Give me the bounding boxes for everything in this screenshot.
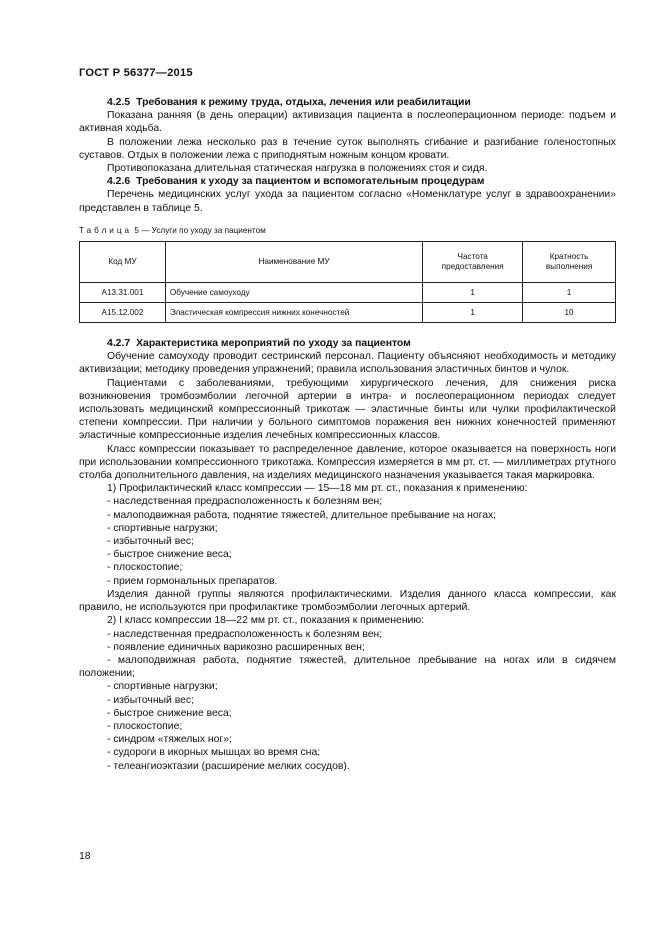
table-row [80,283,616,303]
list-item: - наследственная предрасположенность к болезням вен; [107,496,383,508]
list-item: - синдром «тяжелых ног»; [107,734,232,746]
column-header: Кратность выполнения [523,242,616,283]
list-item: - спортивные нагрузки; [107,681,218,693]
list-item: - наследственная предрасположенность к болезням вен; [107,628,383,640]
column-header: Частота предоставления [423,242,523,283]
document-code: ГОСТ Р 56377—2015 [79,67,193,79]
table-caption-word: Таблица [79,225,133,235]
table-row [80,303,616,323]
list-item: - малоподвижная работа, поднятие тяжестей, длительное пребывание на ногах или в сидячем положении; [79,654,616,680]
table-cell: 1 [423,303,523,323]
column-header: Наименование МУ [165,242,422,283]
page-number: 18 [79,851,91,862]
table-cell: А13.31.001 [80,283,166,303]
paragraph: Изделия данной группы являются профилактическими. Изделия данного класса компрессии, как правило, не используются при профилактике тромбоэмболии легочных артерий. [79,588,616,614]
list-item: - спортивные нагрузки; [107,522,218,534]
section-number: 4.2.7 [107,338,131,350]
list-item: - плоскостопие; [107,562,183,574]
list-item: - появление единичных варикозно расширенных вен; [107,641,365,653]
services-table [79,241,616,323]
table-cell: А15.12.002 [80,303,166,323]
list-item: - малоподвижная работа, поднятие тяжестей, длительное пребывание на ногах; [107,509,497,521]
list-item: - прием гормональных препаратов. [107,575,278,587]
section-title: Характеристика мероприятий по уходу за пациентом [136,338,411,350]
list-item: - телеангиоэктазии (расширение мелких сосудов). [107,760,350,772]
section-title: Требования к уходу за пациентом и вспомогательным процедурам [136,176,485,188]
paragraph: Обучение самоуходу проводит сестринский персонал. Пациенту объясняют необходимость и методику активизации; методику проведения упражнений; правила использования эластичных бинтов и чулок. [79,351,616,376]
paragraph: Пациентами с заболеваниями, требующими хирургического лечения, для снижения риска возникновения тромбоэмболии легочной артерии в интра- и послеоперационном периодах следует использовать медицинский компрессионный трикотаж — эластичные бинты или чулки профилактической степени компрессии. При наличии у больного симптомов поражения вен нижних конечностей применяют эластичные компрессионные изделия лечебных компрессионных классов. [79,377,616,442]
paragraph: В положении лежа несколько раз в течение суток выполнять сгибание и разгибание голеностопных суставов. Отдых в положении лежа с приподнятым ножным концом кровати. [79,136,616,161]
paragraph: Показана ранняя (в день операции) активизация пациента в послеоперационном периоде: подъем и активная ходьба. [79,110,616,135]
list-item: - избыточный вес; [107,694,194,706]
list-item: - плоскостопие; [107,720,183,732]
paragraph: Класс компрессии показывает то распределенное давление, которое оказывается на поверхность ноги при использовании компрессионного трикотажа. Компрессия измеряется в мм рт. ст. — миллиметрах ртутного столба дополнительного давления, на изделиях медицинского назначения указывается такая маркировка. [79,443,616,482]
table-cell: 1 [423,283,523,303]
paragraph: Перечень медицинских услуг ухода за пациентом согласно «Номенклатуре услуг в здравоохранении» представлен в таблице 5. [79,189,616,214]
section-heading-4-2-6 [79,175,616,188]
table-cell: 1 [523,283,616,303]
column-header: Код МУ [80,242,166,283]
table-caption-text: 5 — Услуги по уходу за пациентом [134,225,266,235]
class2-intro: 2) I класс компрессии 18—22 мм рт. ст., показания к применению: [107,615,425,627]
table-caption [79,224,616,237]
table-cell: Обучение самоуходу [165,283,422,303]
section-heading-4-2-5 [79,96,616,109]
table-cell: Эластическая компрессия нижних конечностей [165,303,422,323]
section-number: 4.2.5 [107,97,131,108]
document-body [79,96,616,773]
list-item: - быстрое снижение веса; [107,549,232,561]
paragraph: Противопоказана длительная статическая нагрузка в положениях стоя и сидя. [107,163,488,175]
class1-intro: 1) Профилактический класс компрессии — 15—18 мм рт. ст., показания к применению: [107,483,528,495]
list-item: - судороги в икорных мышцах во время сна; [107,747,321,759]
list-item: - избыточный вес; [107,536,194,548]
table-header-row [80,242,616,283]
section-heading-4-2-7 [79,337,616,350]
list-item: - быстрое снижение веса; [107,707,232,719]
section-title: Требования к режиму труда, отдыха, лечения или реабилитации [136,97,471,108]
section-number: 4.2.6 [107,176,131,188]
table-cell: 10 [523,303,616,323]
